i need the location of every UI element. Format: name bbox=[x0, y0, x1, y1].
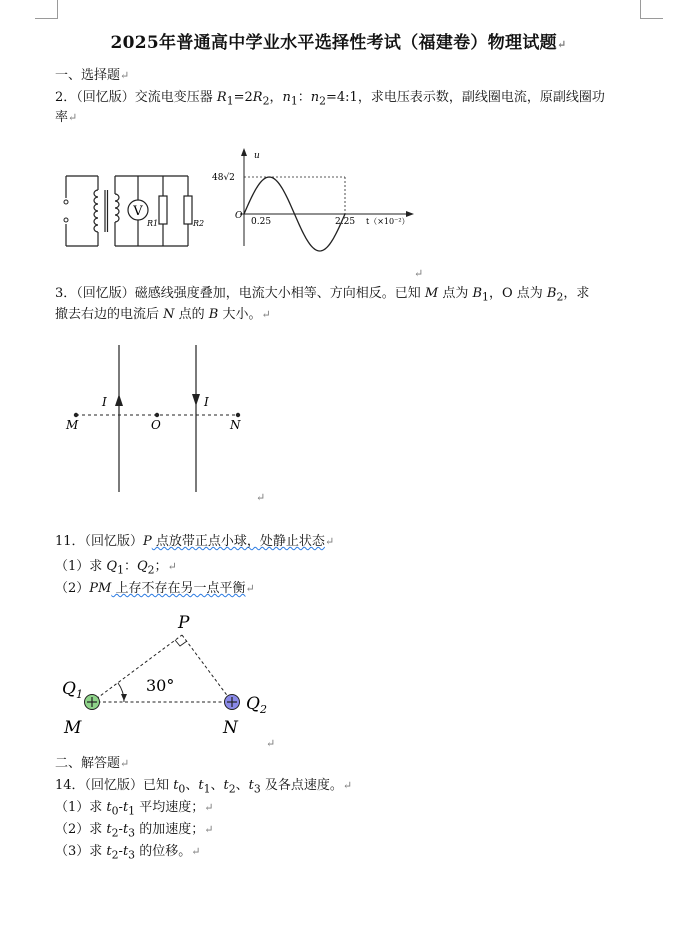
question-14-part-1: （1）求 $t_0-t_1$ 平均速度；↵ bbox=[55, 800, 214, 818]
parallel-currents-diagram bbox=[60, 340, 260, 495]
charge-q1-label: $Q_1$ bbox=[62, 679, 83, 701]
current-label-right: I bbox=[204, 395, 209, 409]
question-11-line-1: 11．（回忆版）P 点放带正点小球，处静止状态↵ bbox=[55, 534, 335, 549]
point-n-label: N bbox=[230, 418, 241, 432]
page-corner-mark-right bbox=[640, 0, 663, 19]
charge-q2-label: $Q_2$ bbox=[246, 694, 267, 716]
question-2-line-2: 率↵ bbox=[55, 110, 78, 125]
paragraph-mark: ↵ bbox=[256, 491, 266, 504]
question-11-part-2: （2）PM 上存不存在另一点平衡↵ bbox=[55, 581, 255, 596]
question-14-line-1: 14．（回忆版）已知 $t_0$、$t_1$、$t_2$、$t_3$ 及各点速度。↵ bbox=[55, 778, 353, 796]
paragraph-mark: ↵ bbox=[414, 267, 424, 280]
graph-origin-label: O bbox=[235, 211, 243, 221]
graph-x-axis-label: t（×10⁻²） bbox=[366, 217, 410, 226]
section-heading-1: 一、选择题↵ bbox=[55, 68, 130, 83]
angle-30-label: 30° bbox=[146, 676, 175, 695]
graph-tick-1: 0.25 bbox=[251, 217, 272, 227]
question-3-line-2: 撤去右边的电流后 N 点的 B 大小。↵ bbox=[55, 307, 271, 322]
page-title: 2025年普通高中学业水平选择性考试（福建卷）物理试题↵ bbox=[110, 33, 567, 53]
graph-tick-2: 2.25 bbox=[335, 217, 356, 227]
resistor-r1-label: R1 bbox=[147, 219, 159, 228]
paragraph-mark: ↵ bbox=[266, 737, 276, 750]
transformer-circuit-diagram bbox=[60, 168, 210, 253]
charges-triangle-diagram bbox=[60, 608, 280, 738]
question-11-part-1: （1）求 $Q_1$：$Q_2$；↵ bbox=[55, 559, 177, 577]
resistor-r2-label: R2 bbox=[193, 219, 205, 228]
section-heading-2: 二、解答题↵ bbox=[55, 756, 130, 771]
current-label-left: I bbox=[102, 395, 107, 409]
question-2-line-1: 2．（回忆版）交流电变压器 $R_1=2R_2$，$n_1$：$n_2=4:1$，求电压表示数，副线圈电流，原副线圈功 bbox=[55, 90, 605, 108]
point-o-label: O bbox=[151, 418, 161, 432]
point-n-label: N bbox=[223, 718, 238, 738]
point-m-label: M bbox=[64, 718, 82, 738]
point-m-label: M bbox=[66, 418, 79, 432]
question-14-part-3: （3）求 $t_2-t_3$ 的位移。↵ bbox=[55, 844, 201, 862]
voltmeter-symbol: V bbox=[133, 204, 143, 219]
question-14-part-2: （2）求 $t_2-t_3$ 的加速度；↵ bbox=[55, 822, 214, 840]
graph-amplitude-label: 48√2 bbox=[212, 173, 235, 183]
question-3-line-1: 3．（回忆版）磁感线强度叠加，电流大小相等、方向相反。已知 M 点为 $B_1$，O 点为 $B_2$，求 bbox=[55, 286, 590, 304]
point-p-label: P bbox=[178, 613, 190, 633]
graph-y-axis-label: u bbox=[254, 151, 260, 161]
voltage-time-graph bbox=[210, 148, 420, 263]
page-corner-mark-left bbox=[35, 0, 58, 19]
